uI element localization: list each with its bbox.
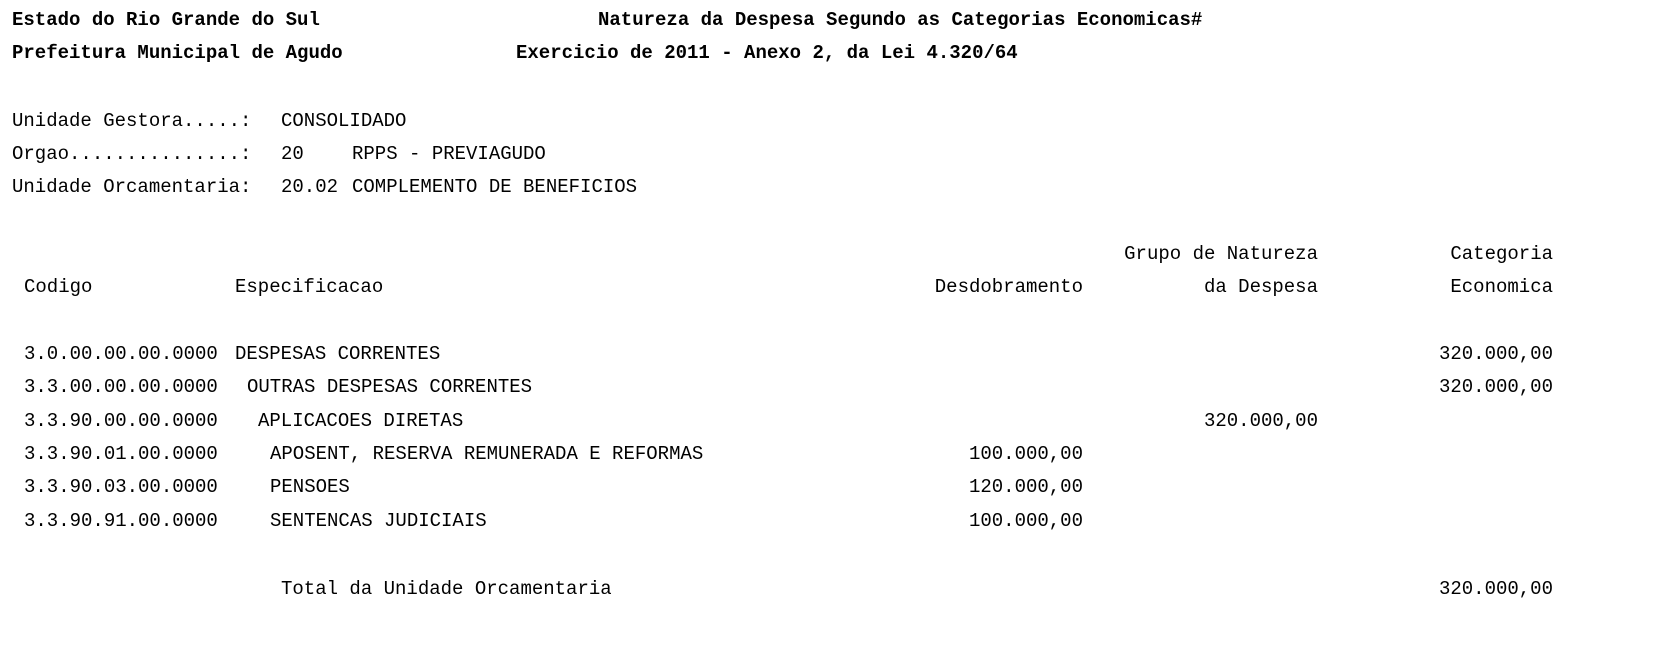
orgao-name: RPPS - PREVIAGUDO (352, 143, 546, 165)
total-value: 320.000,00 (1438, 578, 1553, 600)
row-especificacao: APLICACOES DIRETAS (258, 410, 464, 432)
report-title: Natureza da Despesa Segundo as Categorias Economicas# (598, 9, 1203, 31)
row-especificacao: APOSENT, RESERVA REMUNERADA E REFORMAS (270, 443, 704, 465)
row-categoria: 320.000,00 (1438, 343, 1553, 365)
col-especificacao-header: Especificacao (235, 276, 384, 298)
report-subtitle: Exercicio de 2011 - Anexo 2, da Lei 4.320/64 (516, 42, 1018, 64)
row-desdobramento: 120.000,00 (968, 476, 1083, 498)
unidade-orcamentaria-name: COMPLEMENTO DE BENEFICIOS (352, 176, 638, 198)
row-codigo: 3.0.00.00.00.0000 (24, 343, 218, 365)
row-codigo: 3.3.90.01.00.0000 (24, 443, 218, 465)
orgao-code: 20 (281, 143, 304, 165)
municipality-name: Prefeitura Municipal de Agudo (12, 42, 343, 64)
col-categoria-header-1: Categoria (1450, 243, 1553, 265)
unidade-orcamentaria-code: 20.02 (281, 176, 339, 198)
row-categoria: 320.000,00 (1438, 376, 1553, 398)
unidade-gestora-label: Unidade Gestora.....: (12, 110, 252, 132)
row-desdobramento: 100.000,00 (968, 510, 1083, 532)
orgao-label: Orgao...............: (12, 143, 252, 165)
row-grupo: 320.000,00 (1203, 410, 1318, 432)
row-codigo: 3.3.00.00.00.0000 (24, 376, 218, 398)
row-especificacao: DESPESAS CORRENTES (235, 343, 441, 365)
unidade-orcamentaria-label: Unidade Orcamentaria: (12, 176, 252, 198)
row-especificacao: SENTENCAS JUDICIAIS (270, 510, 487, 532)
unidade-gestora-value: CONSOLIDADO (281, 110, 407, 132)
row-desdobramento: 100.000,00 (968, 443, 1083, 465)
row-especificacao: OUTRAS DESPESAS CORRENTES (247, 376, 533, 398)
col-grupo-header-2: da Despesa (1203, 276, 1318, 298)
row-codigo: 3.3.90.00.00.0000 (24, 410, 218, 432)
row-especificacao: PENSOES (270, 476, 350, 498)
col-grupo-header-1: Grupo de Natureza (1124, 243, 1318, 265)
col-desdobramento-header: Desdobramento (934, 276, 1083, 298)
state-name: Estado do Rio Grande do Sul (12, 9, 320, 31)
col-codigo-header: Codigo (24, 276, 93, 298)
row-codigo: 3.3.90.91.00.0000 (24, 510, 218, 532)
col-categoria-header-2: Economica (1450, 276, 1553, 298)
row-codigo: 3.3.90.03.00.0000 (24, 476, 218, 498)
total-label: Total da Unidade Orcamentaria (281, 578, 612, 600)
